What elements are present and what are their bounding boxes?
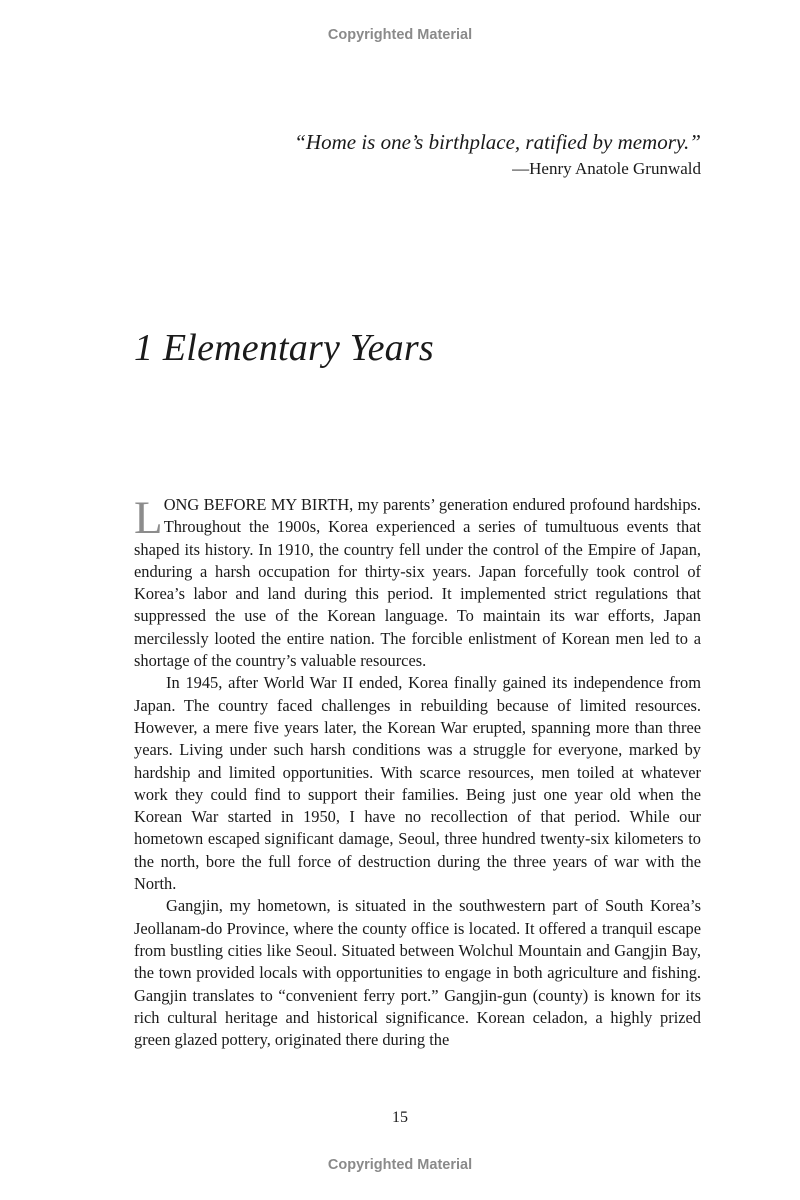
body-paragraph-3: Gangjin, my hometown, is situated in the southwestern part of South Korea’s Jeollanam-do Province, where the county office is located. It offered a tranquil escape from bustling cities like Seoul. Situated between Wolchul Mountain and Gangjin Bay, the town provided locals with opportunities to engage in both agriculture and fishing. Gangjin translates to “convenient ferry port.” Gangjin-gun (county) is known for its rich cultural heritage and historical significance. Korean celadon, a highly prized green glazed pottery, originated there during the [134,896,701,1050]
epigraph-attribution: —Henry Anatole Grunwald [512,159,701,178]
body-paragraph-1 [134,494,701,672]
chapter-title: 1 Elementary Years [134,327,434,369]
copyright-watermark-top: Copyrighted Material [327,27,473,43]
copyright-watermark-bottom: Copyrighted Material [327,1157,473,1173]
drop-cap: L [134,492,163,544]
lead-in-text: ONG BEFORE MY BIRTH, [163,495,354,514]
page-number: 15 [392,1109,408,1126]
paragraph-text: my parents’ generation endured profound hardships. Throughout the 1900s, Korea experienced a series of tumultuous events that shaped its history. In 1910, the country fell under the control of the Empire of Japan, enduring a harsh occupation for thirty-six years. Japan forcefully took control of Korea’s labor and land during this period. It implemented strict regulations that suppressed the use of the Korean language. To maintain its war efforts, Japan mercilessly looted the entire nation. The forcible enlistment of Korean men led to a shortage of the country’s valuable resources. [134,495,702,671]
chapter-body [134,494,701,1051]
body-paragraph-2: In 1945, after World War II ended, Korea finally gained its independence from Japan. The country faced challenges in rebuilding because of limited resources. However, a mere five years later, the Korean War erupted, spanning more than three years. Living under such harsh conditions was a struggle for everyone, marked by hardship and limited opportunities. With scarce resources, men toiled at whatever work they could find to support their families. Being just one year old when the Korean War started in 1950, I have no recollection of that period. While our hometown escaped significant damage, Seoul, three hundred twenty-six kilometers to the north, bore the full force of destruction during the three years of war with the North. [134,673,701,894]
epigraph-quote: “Home is one’s birthplace, ratified by memory.” [294,130,701,154]
